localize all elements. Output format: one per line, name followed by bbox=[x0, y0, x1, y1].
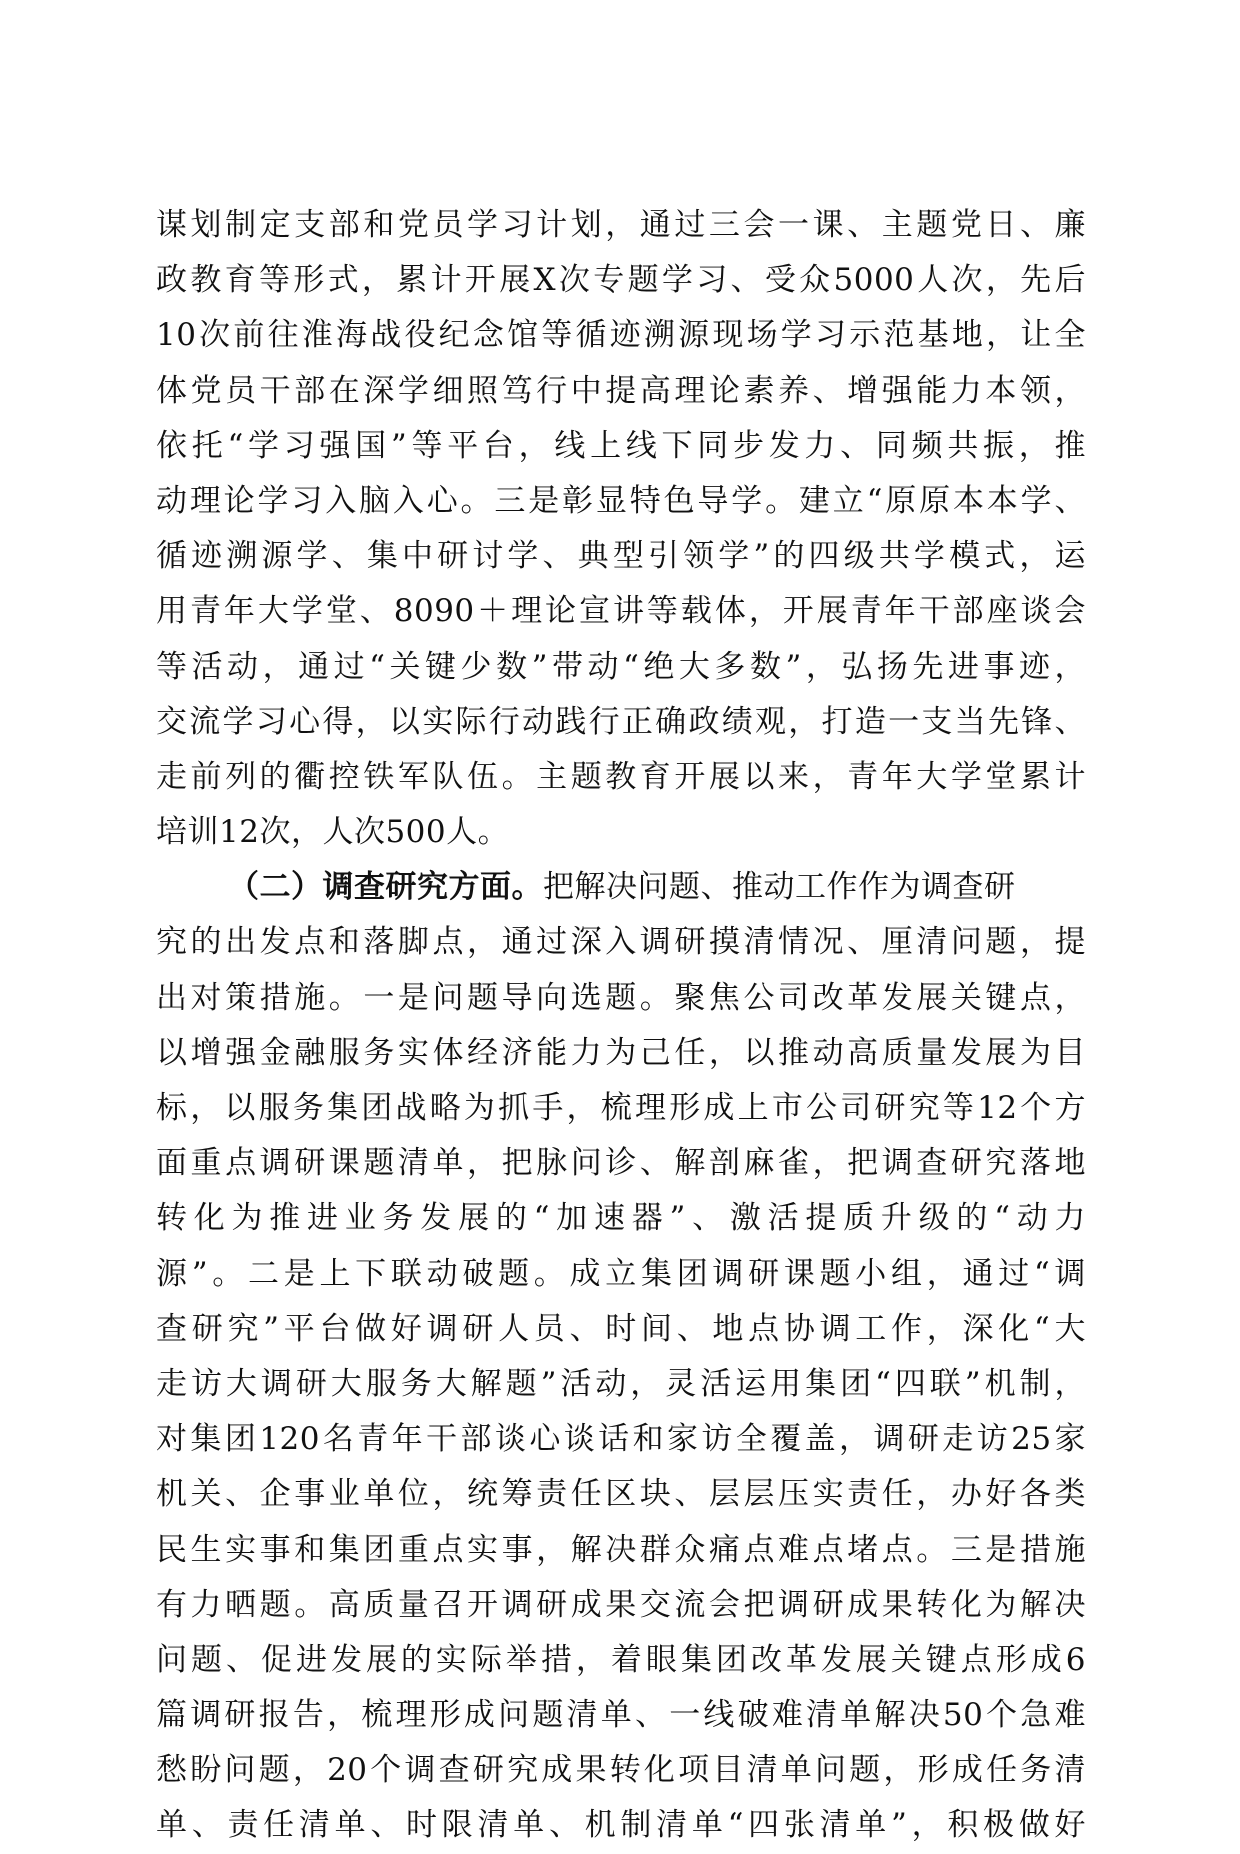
text-line: 面重点调研课题清单，把脉问诊、解剖麻雀，把调查研究落地 bbox=[156, 1145, 1086, 1182]
paragraph-2 bbox=[156, 860, 1086, 1853]
document-body bbox=[156, 198, 1086, 1854]
text-run: 把解决问题、推动工作作为调查研 bbox=[543, 869, 1016, 906]
text-line: 究的出发点和落脚点，通过深入调研摸清情况、厘清问题，提 bbox=[156, 924, 1086, 961]
text-line: 以增强金融服务实体经济能力为己任，以推动高质量发展为目 bbox=[156, 1034, 1086, 1071]
text-line: 篇调研报告，梳理形成问题清单、一线破难清单解决50个急难 bbox=[156, 1697, 1086, 1734]
text-line: 动理论学习入脑入心。三是彰显特色导学。建立“原原本本学、 bbox=[156, 482, 1086, 519]
text-line: 有力晒题。高质量召开调研成果交流会把调研成果转化为解决 bbox=[156, 1586, 1086, 1623]
text-line: 等活动，通过“关键少数”带动“绝大多数”，弘扬先进事迹， bbox=[156, 648, 1086, 685]
section-heading: （二）调查研究方面。 bbox=[228, 869, 543, 906]
text-line: 谋划制定支部和党员学习计划，通过三会一课、主题党日、廉 bbox=[156, 207, 1086, 243]
text-line: 对集团120名青年干部谈心谈话和家访全覆盖，调研走访25家 bbox=[156, 1421, 1086, 1458]
text-line: 交流学习心得，以实际行动践行正确政绩观，打造一支当先锋、 bbox=[156, 703, 1086, 740]
text-line: 循迹溯源学、集中研讨学、典型引领学”的四级共学模式，运 bbox=[156, 538, 1086, 575]
text-line: 培训12次，人次500人。 bbox=[156, 814, 510, 851]
text-line: 政教育等形式，累计开展X次专题学习、受众5000人次，先后 bbox=[156, 262, 1086, 299]
text-line: 查研究”平台做好调研人员、时间、地点协调工作，深化“大 bbox=[156, 1310, 1086, 1347]
text-line: 机关、企事业单位，统筹责任区块、层层压实责任，办好各类 bbox=[156, 1476, 1086, 1513]
text-line: 单、责任清单、时限清单、机制清单“四张清单”，积极做好 bbox=[156, 1807, 1086, 1844]
text-line: 出对策措施。一是问题导向选题。聚焦公司改革发展关键点， bbox=[156, 979, 1086, 1016]
text-line: 问题、促进发展的实际举措，着眼集团改革发展关键点形成6 bbox=[156, 1641, 1086, 1678]
text-line: 走前列的衢控铁军队伍。主题教育开展以来，青年大学堂累计 bbox=[156, 758, 1086, 795]
text-line: 依托“学习强国”等平台，线上线下同步发力、同频共振，推 bbox=[156, 427, 1086, 464]
paragraph-1 bbox=[156, 198, 1086, 860]
text-line: 愁盼问题，20个调查研究成果转化项目清单问题，形成任务清 bbox=[156, 1752, 1086, 1789]
text-line: 民生实事和集团重点实事，解决群众痛点难点堵点。三是措施 bbox=[156, 1531, 1086, 1568]
text-line: 标，以服务集团战略为抓手，梳理形成上市公司研究等12个方 bbox=[156, 1090, 1086, 1126]
paragraph-2-first-line bbox=[156, 860, 1086, 915]
text-line: 转化为推进业务发展的“加速器”、激活提质升级的“动力 bbox=[156, 1200, 1086, 1237]
text-line: 走访大调研大服务大解题”活动，灵活运用集团“四联”机制， bbox=[156, 1365, 1086, 1402]
text-line: 用青年大学堂、8090＋理论宣讲等载体，开展青年干部座谈会 bbox=[156, 593, 1086, 630]
text-line: 源”。二是上下联动破题。成立集团调研课题小组，通过“调 bbox=[156, 1255, 1086, 1292]
text-line: 体党员干部在深学细照笃行中提高理论素养、增强能力本领， bbox=[156, 372, 1086, 409]
text-line: 10次前往淮海战役纪念馆等循迹溯源现场学习示范基地，让全 bbox=[156, 317, 1086, 354]
